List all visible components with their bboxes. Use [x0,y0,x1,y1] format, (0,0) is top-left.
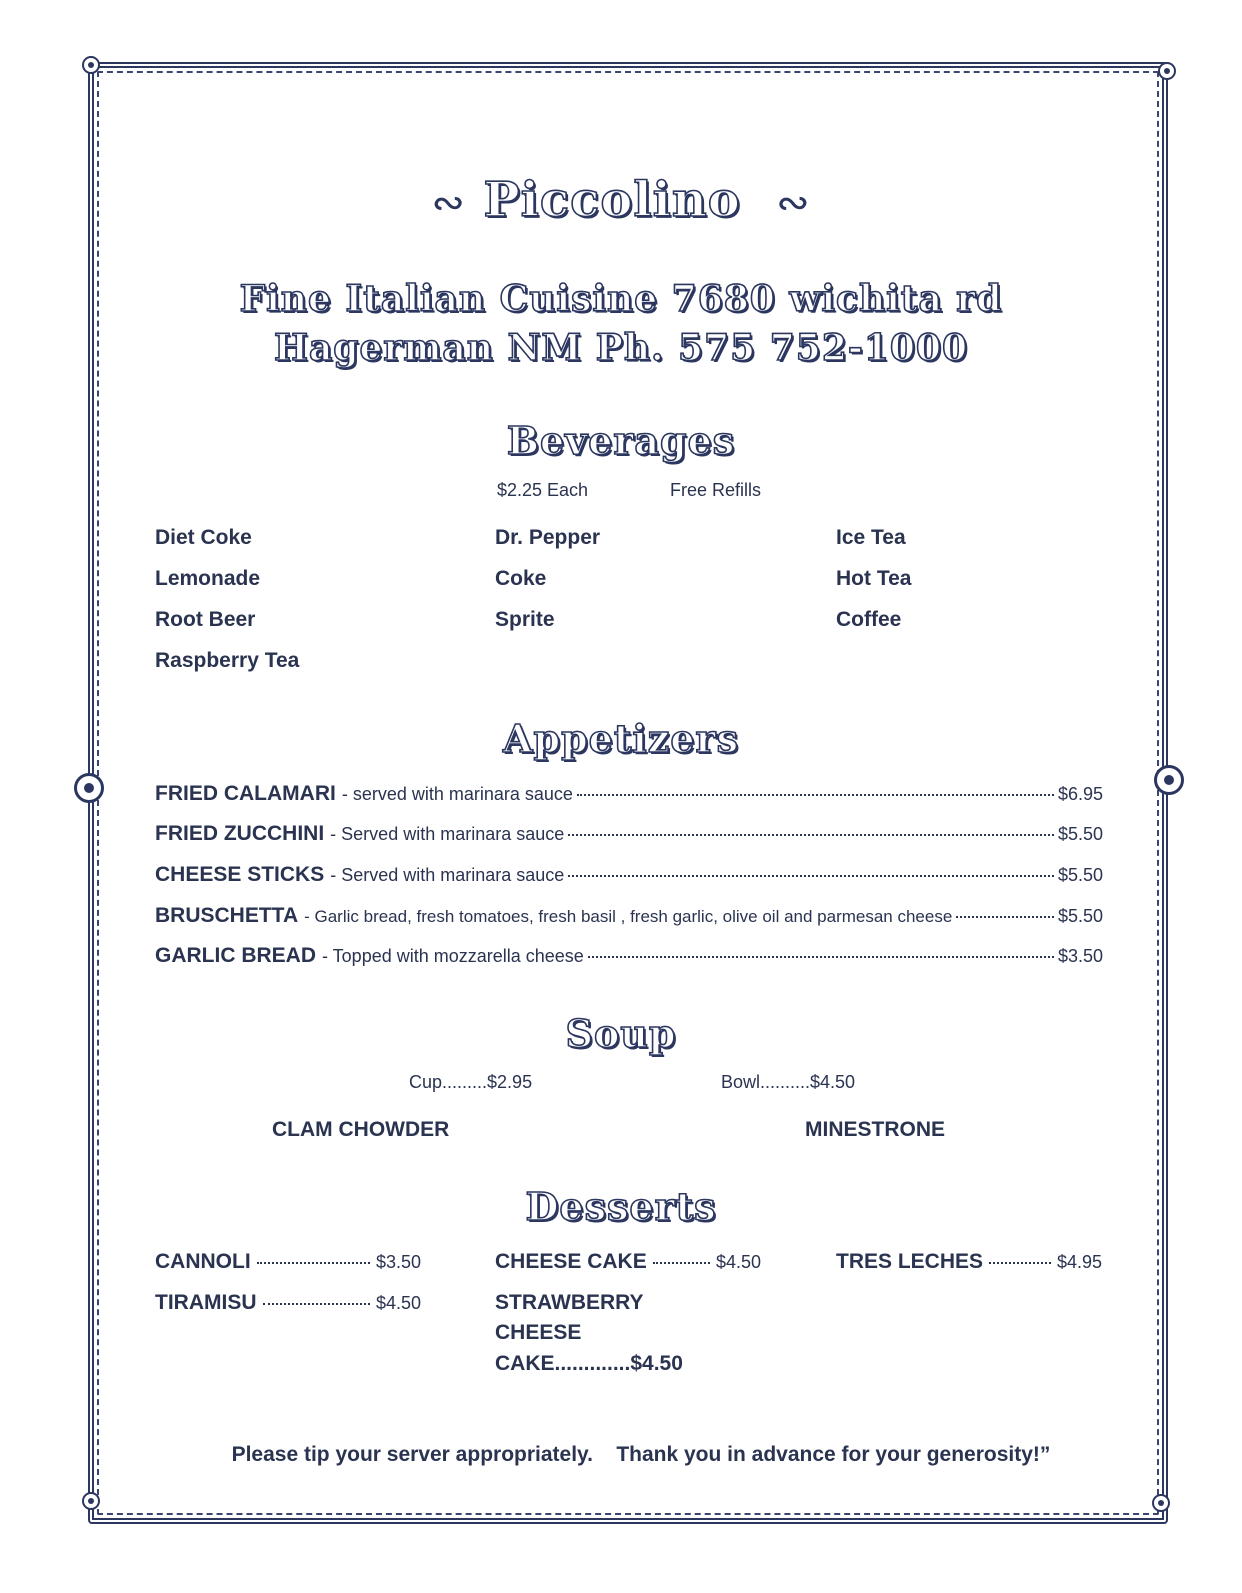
appetizer-row [155,904,1103,928]
appetizer-name: GARLIC BREAD [155,944,316,967]
appetizer-name: CHEESE STICKS [155,863,325,886]
corner-ornament-icon [1152,1494,1170,1512]
beverage-item: Diet Coke [155,526,252,549]
dessert-row [155,1250,421,1274]
appetizer-price: $5.50 [1057,865,1103,885]
dot-leader [577,794,1054,796]
beverage-item: Root Beer [155,608,256,631]
beverage-price-note: $2.25 Each [497,480,589,500]
appetizer-name: BRUSCHETTA [155,904,299,927]
beverage-item: Lemonade [155,567,261,590]
dessert-row [495,1250,761,1274]
soup-bowl-price: Bowl..........$4.50 [721,1072,856,1092]
soup-heading: Soup [565,1011,677,1056]
appetizer-price: $3.50 [1057,946,1103,966]
appetizer-description: - Served with marinara sauce [330,824,565,844]
address-line-2: Hagerman NM Ph. 575 752-1000 [273,327,969,369]
dot-leader [568,834,1054,836]
beverage-item: Sprite [495,608,555,631]
soup-cup-price: Cup.........$2.95 [409,1072,533,1092]
beverage-item: Coffee [836,608,902,631]
dot-leader [956,916,1054,918]
appetizer-description: - Garlic bread, fresh tomatoes, fresh basil , fresh garlic, olive oil and parmesan cheese [304,907,953,926]
appetizer-price: $6.95 [1057,784,1103,804]
appetizer-name: FRIED ZUCCHINI [155,822,325,845]
swash-ornament-icon: ∾ [776,180,811,226]
dessert-row [155,1291,421,1315]
dot-leader [263,1303,370,1305]
corner-ornament-icon [1158,62,1176,80]
desserts-heading: Desserts [525,1184,717,1229]
side-medallion-icon [1154,765,1184,795]
dot-leader [257,1262,370,1264]
dessert-price: $4.50 [375,1293,421,1313]
appetizer-price: $5.50 [1057,824,1103,844]
dot-leader [568,875,1054,877]
beverages-heading: Beverages [506,418,736,463]
beverage-item: Dr. Pepper [495,526,601,549]
beverage-item: Raspberry Tea [155,649,300,672]
dot-leader [653,1262,710,1264]
appetizer-row [155,944,1103,968]
beverage-item: Hot Tea [836,567,912,590]
dessert-special-line: CAKE.............$4.50 [495,1352,683,1375]
beverage-item: Ice Tea [836,526,906,549]
soup-item: CLAM CHOWDER [272,1118,450,1141]
address-line-1: Fine Italian Cuisine 7680 wichita rd [239,278,1003,320]
soup-item: MINESTRONE [805,1118,946,1141]
dessert-special-line: CHEESE [495,1321,582,1344]
dessert-special-line: STRAWBERRY [495,1291,644,1314]
appetizer-description: - Topped with mozzarella cheese [322,946,584,966]
restaurant-name: Piccolino [483,172,741,228]
dessert-name: CHEESE CAKE [495,1250,647,1273]
corner-ornament-icon [82,56,100,74]
appetizer-row [155,822,1103,846]
dessert-price: $3.50 [375,1252,421,1272]
swash-ornament-icon: ∾ [431,180,466,226]
dessert-row [836,1250,1102,1274]
dessert-name: TIRAMISU [155,1291,257,1314]
dessert-name: TRES LECHES [836,1250,984,1273]
footer-note: Please tip your server appropriately. Thank you in advance for your generosity!” [231,1443,1051,1466]
dessert-price: $4.95 [1056,1252,1102,1272]
appetizer-description: - Served with marinara sauce [330,865,565,885]
dessert-price: $4.50 [715,1252,761,1272]
appetizer-price: $5.50 [1057,906,1103,926]
appetizer-description: - served with marinara sauce [341,784,573,804]
dot-leader [989,1262,1051,1264]
appetizer-row [155,782,1103,806]
corner-ornament-icon [82,1492,100,1510]
beverage-refill-note: Free Refills [670,480,762,500]
dessert-name: CANNOLI [155,1250,251,1273]
dot-leader [588,956,1054,958]
appetizer-name: FRIED CALAMARI [155,782,336,805]
side-medallion-icon [74,773,104,803]
beverage-item: Coke [495,567,547,590]
restaurant-name-heading [0,172,1242,228]
appetizers-heading: Appetizers [503,716,739,761]
appetizer-row [155,863,1103,887]
